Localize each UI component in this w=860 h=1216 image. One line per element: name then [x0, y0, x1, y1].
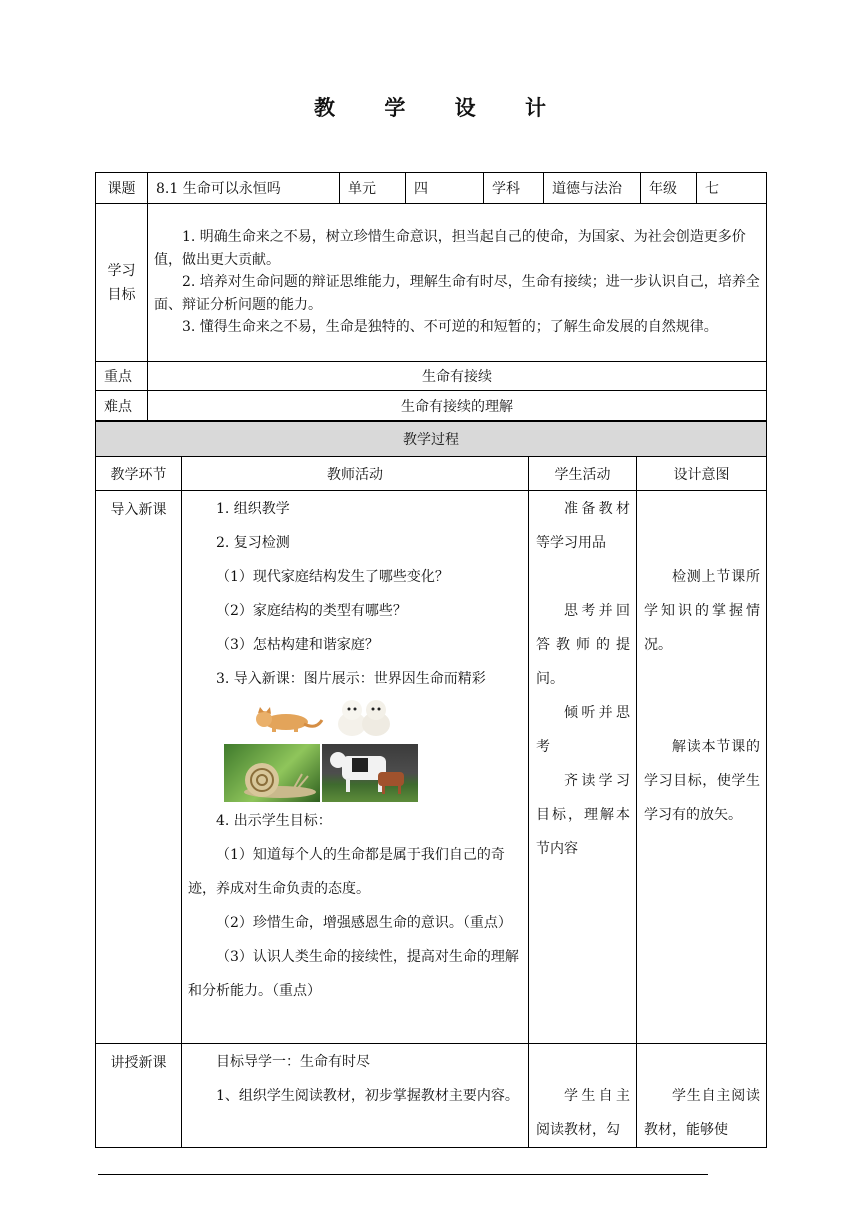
teacher-line: （2）珍惜生命，增强感恩生命的意识。（重点） — [216, 915, 512, 931]
page-title: 教 学 设 计 — [314, 95, 567, 120]
unit-value: 四 — [406, 173, 484, 204]
objective-item: 2. 培养对生命问题的辩证思维能力，理解生命有时尽，生命有接续；进一步认识自己，培养全面、辩证分析问题的能力。 — [154, 274, 760, 313]
student-activity-cell — [529, 491, 637, 1044]
objectives-content — [148, 204, 767, 362]
teacher-line: 3. 导入新课：图片展示：世界因生命而精彩 — [216, 671, 486, 687]
topic-value: 8.1 生命可以永恒吗 — [148, 173, 340, 204]
column-header: 学生活动 — [529, 457, 637, 491]
intent-text: 学生自主阅读教材，能够使 — [644, 1088, 760, 1138]
student-text: 倾听并思考 — [536, 705, 630, 755]
difficulty-value: 生命有接续的理解 — [148, 391, 767, 421]
column-header: 教学环节 — [96, 457, 182, 491]
intent-text: 检测上节课所学知识的掌握情况。 — [644, 569, 760, 653]
photo-collage — [188, 698, 522, 800]
teacher-line: 4. 出示学生目标： — [216, 813, 332, 829]
objective-item: 1. 明确生命来之不易，树立珍惜生命意识，担当起自己的使命，为国家、为社会创造更多价值，做出更大贡献。 — [154, 229, 746, 268]
difficulty-label: 难点 — [96, 391, 148, 421]
objective-item: 3. 懂得生命来之不易，生命是独特的、不可逆的和短暂的；了解生命发展的自然规律。 — [182, 319, 718, 335]
column-header: 教师活动 — [182, 457, 529, 491]
student-text: 准备教材等学习用品 — [536, 501, 630, 551]
teacher-activity-cell — [182, 1044, 529, 1148]
teacher-line: 目标导学一：生命有时尽 — [216, 1054, 370, 1070]
intent-text: 解读本节课的学习目标，使学生学习有的放矢。 — [644, 739, 760, 823]
design-intent-cell — [637, 491, 767, 1044]
snail-photo — [224, 744, 320, 802]
teacher-line: （3）怎枯构建和谐家庭？ — [216, 637, 379, 653]
stage-cell: 讲授新课 — [96, 1044, 182, 1148]
teacher-line: 1、组织学生阅读教材，初步掌握教材主要内容。 — [216, 1088, 519, 1104]
teacher-line: （2）家庭结构的类型有哪些？ — [216, 603, 407, 619]
lesson-info-table — [95, 172, 767, 421]
teacher-line: （3）认识人类生命的接续性，提高对生命的理解和分析能力。（重点） — [188, 949, 519, 999]
teacher-line: （1）现代家庭结构发生了哪些变化？ — [216, 569, 449, 585]
grade-value: 七 — [697, 173, 767, 204]
topic-label: 课题 — [96, 173, 148, 204]
grade-label: 年级 — [641, 173, 697, 204]
unit-label: 单元 — [340, 173, 406, 204]
key-point-value: 生命有接续 — [148, 362, 767, 391]
subject-value: 道德与法治 — [544, 173, 641, 204]
teacher-activity-cell — [182, 491, 529, 1044]
student-text: 思考并回答教师的提问。 — [536, 603, 630, 687]
teacher-line: 1. 组织教学 — [216, 501, 290, 517]
kitten-photo — [244, 704, 326, 734]
subject-label: 学科 — [484, 173, 544, 204]
stage-cell: 导入新课 — [96, 491, 182, 1044]
teacher-line: （1）知道每个人的生命都是属于我们自己的奇迹，养成对生命负责的态度。 — [188, 847, 505, 897]
student-text: 齐读学习目标，理解本节内容 — [536, 773, 630, 857]
objectives-label — [96, 204, 148, 362]
puppies-photo — [334, 698, 394, 738]
column-header: 设计意图 — [637, 457, 767, 491]
objectives-label-line1: 学习 — [107, 262, 136, 279]
objectives-label-line2: 目标 — [107, 286, 136, 303]
teaching-process-table — [95, 421, 767, 1148]
student-activity-cell — [529, 1044, 637, 1148]
process-header: 教学过程 — [96, 422, 767, 457]
design-intent-cell — [637, 1044, 767, 1148]
student-text: 学生自主阅读教材，勾 — [536, 1088, 630, 1138]
key-point-label: 重点 — [96, 362, 148, 391]
cow-photo — [322, 744, 418, 802]
teacher-line: 2. 复习检测 — [216, 535, 290, 551]
footer-rule — [98, 1174, 708, 1175]
